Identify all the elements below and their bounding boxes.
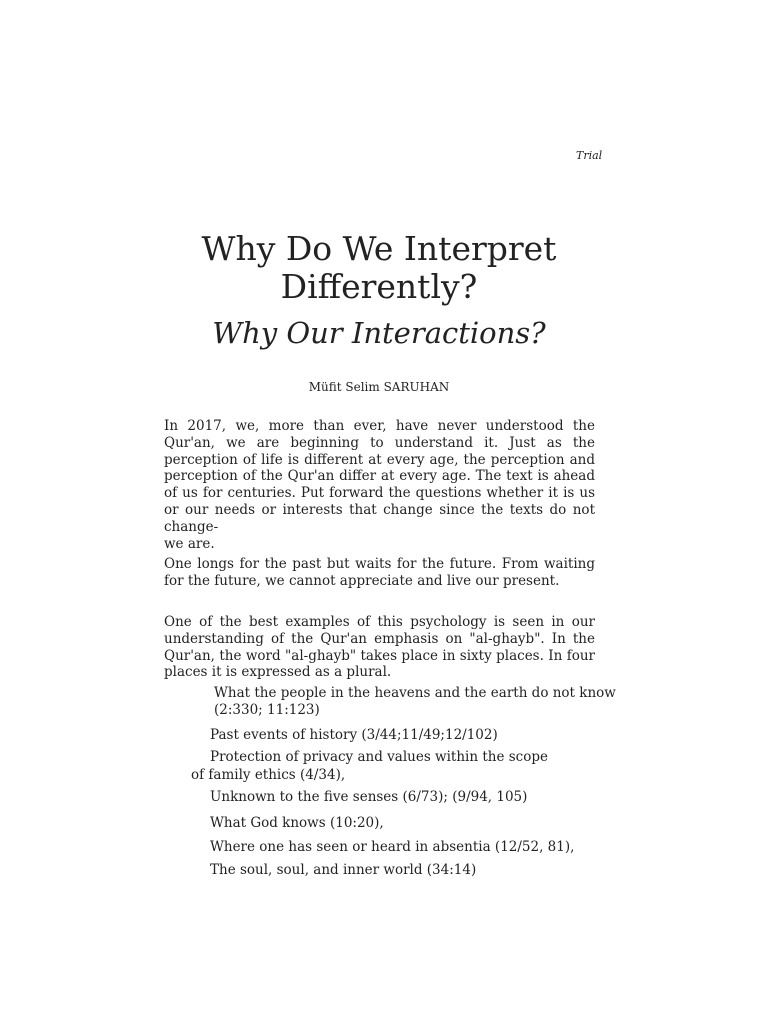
paragraph-al-ghayb: One of the best examples of this psychology is seen in our understanding of the Qur'an emphasis on "al-ghayb". In the Qur'an, the word "al-ghayb" takes place in sixty places. In four places it is expressed as a plural. <box>164 614 595 681</box>
list-item: Unknown to the five senses (6/73); (9/94, 105) <box>210 789 528 805</box>
list-item: Past events of history (3/44;11/49;12/102) <box>210 727 498 743</box>
paragraph-past-future: One longs for the past but waits for the future. From waiting for the future, we cannot appreciate and live our present. <box>164 556 595 589</box>
list-item: The soul, soul, and inner world (34:14) <box>210 862 477 878</box>
author-name: Müfit Selim SARUHAN <box>308 380 450 394</box>
paragraph-intro-end: we are. <box>164 535 215 552</box>
paragraph-intro-main: In 2017, we, more than ever, have never understood the Qur'an, we are beginning to understand it. Just as the perception of life is different at every age, the perception and perception of the Qur'an differ at every age. The text is ahead of us for centuries. Put forward the questions whether it is us or our needs or interests that change since the texts do not change- <box>164 418 595 535</box>
list-item: (2:330; 11:123) <box>214 702 320 718</box>
list-item: Where one has seen or heard in absentia (12/52, 81), <box>210 839 575 855</box>
list-item: of family ethics (4/34), <box>191 767 346 783</box>
paragraph-intro <box>164 418 595 552</box>
header-tag: Trial <box>576 149 603 162</box>
list-item: What God knows (10:20), <box>210 815 384 831</box>
list-item: Protection of privacy and values within the scope <box>210 749 548 765</box>
document-title: Why Do We Interpret Differently? <box>201 229 557 306</box>
list-item: What the people in the heavens and the earth do not know <box>214 685 616 701</box>
document-subtitle: Why Our Interactions? <box>212 316 546 350</box>
